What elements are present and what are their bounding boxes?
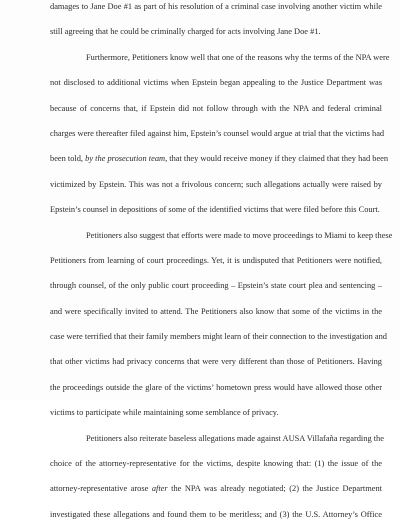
line-text: Furthermore, Petitioners know well that one of the reasons why the terms of the NPA were xyxy=(86,52,390,62)
text-line xyxy=(50,451,382,476)
line-text: Petitioners also suggest that efforts were made to move proceedings to Miami to keep these xyxy=(86,230,393,240)
line-text: because of concerns that, if Epstein did not follow through with the NPA and federal criminal xyxy=(50,103,382,113)
line-text: that other victims had privacy concerns that were very different than those of Petitioners. Having xyxy=(50,357,382,367)
text-line xyxy=(50,349,382,374)
line-text: not disclosed to additional victims when Epstein began appealing to the Justice Department was xyxy=(50,78,382,88)
line-text: through counsel, of the only public court proceeding – Epstein’s state court plea and sentencing – xyxy=(50,281,382,291)
text-line xyxy=(50,146,389,171)
line-text-continued: , that they would receive money if they claimed that they had been xyxy=(165,154,389,164)
line-text: the proceedings outside the glare of the victims’ hometown press would have allowed those other xyxy=(50,382,382,392)
text-line xyxy=(50,324,387,349)
line-text: attorney-representative arose xyxy=(50,484,152,494)
line-text: damages to Jane Doe #1 as part of his resolution of a criminal case involving another victim while xyxy=(50,2,382,11)
line-text: still agreeing that he could be criminally charged for acts involving Jane Doe #1. xyxy=(50,27,321,37)
paragraph xyxy=(50,0,382,45)
line-text: victims to participate while maintaining some semblance of privacy. xyxy=(50,408,279,418)
text-line xyxy=(50,223,393,248)
line-text-continued: the NPA was already negotiated; (2) the Justice Department xyxy=(167,484,382,494)
line-text: choice of the attorney-representative for the victims, despite knowing that: (1) the issue of the xyxy=(50,459,382,469)
text-line xyxy=(50,197,382,222)
line-text: Petitioners from learning of court proceedings. Yet, it is undisputed that Petitioners were notified, xyxy=(50,255,382,265)
line-text: case were terrified that their family members might learn of their connection to the investigation and xyxy=(50,332,387,342)
text-line xyxy=(50,426,382,451)
text-line xyxy=(50,96,382,121)
text-line xyxy=(50,273,382,298)
paragraph xyxy=(50,45,390,223)
line-text: charges were thereafter filed against him, Epstein’s counsel would argue at trial that the victims had xyxy=(50,128,385,138)
emphasis-text: by the prosecution team xyxy=(85,154,166,164)
line-text: been told, xyxy=(50,154,86,164)
line-text: Petitioners also reiterate baseless allegations made against AUSA Villafaña regarding the xyxy=(86,433,384,443)
text-line xyxy=(50,375,382,400)
text-line xyxy=(50,476,382,501)
text-line xyxy=(50,0,382,19)
text-line xyxy=(50,400,382,425)
emphasis-text: after xyxy=(151,484,168,494)
line-text: victimized by Epstein. This was not a frivolous concern; such allegations actually were raised by xyxy=(50,179,382,189)
text-line xyxy=(50,248,382,273)
text-line xyxy=(50,19,382,44)
text-line xyxy=(50,172,382,197)
paragraph xyxy=(50,223,393,426)
line-text: and were specifically invited to attend. The Petitioners also know that some of the victims in the xyxy=(50,306,382,316)
text-line xyxy=(50,299,382,324)
line-text: investigated these allegations and found them to be meritless; and (3) the U.S. Attorney’s Office xyxy=(50,509,382,519)
document-body xyxy=(50,0,393,527)
text-line xyxy=(50,45,390,70)
text-line xyxy=(50,502,382,527)
paragraph xyxy=(50,426,382,527)
text-line xyxy=(50,121,385,146)
line-text: Epstein’s counsel in depositions of some of the identified victims that were filed before this Court. xyxy=(50,205,380,215)
text-line xyxy=(50,70,382,95)
